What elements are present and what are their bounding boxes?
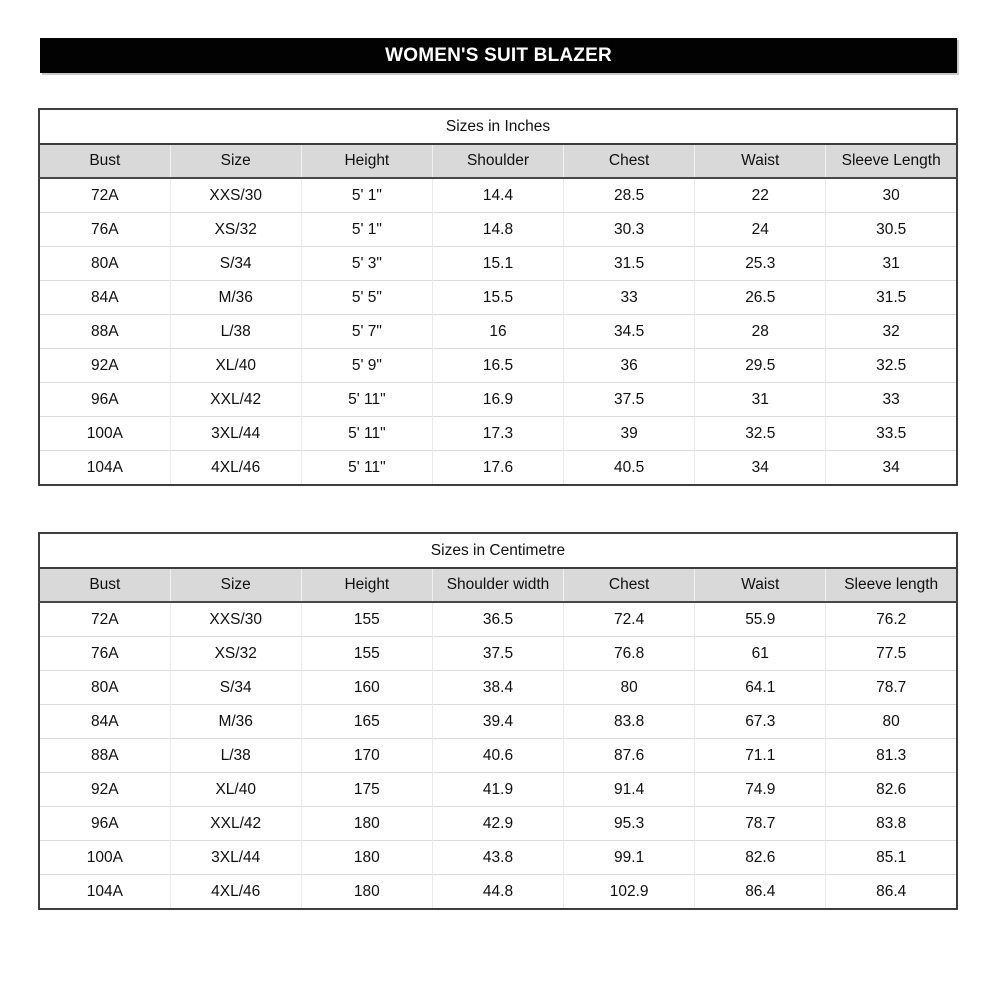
table-cell: 4XL/46 [170, 875, 301, 910]
table-cell: 170 [301, 739, 432, 773]
table-cell: XXL/42 [170, 383, 301, 417]
column-header: Chest [564, 144, 695, 178]
table-row [39, 637, 957, 671]
table-cell: 5' 1" [301, 213, 432, 247]
table-cell: 31 [826, 247, 957, 281]
table-cell: 33 [564, 281, 695, 315]
table-cell: 96A [39, 383, 170, 417]
table-cell: 39 [564, 417, 695, 451]
table-cell: 25.3 [695, 247, 826, 281]
table-cell: 31 [695, 383, 826, 417]
table-cell: 72A [39, 602, 170, 637]
table-cell: 91.4 [564, 773, 695, 807]
table-cell: 5' 11" [301, 383, 432, 417]
table-cell: 175 [301, 773, 432, 807]
table-cell: 3XL/44 [170, 417, 301, 451]
centimetre-size-table [38, 532, 958, 910]
table-row [39, 417, 957, 451]
table-cell: 83.8 [826, 807, 957, 841]
table-cell: 87.6 [564, 739, 695, 773]
table-cell: 72.4 [564, 602, 695, 637]
table-cell: 42.9 [432, 807, 563, 841]
table-row [39, 807, 957, 841]
table-cell: 155 [301, 602, 432, 637]
table-row [39, 705, 957, 739]
table-cell: 80A [39, 671, 170, 705]
column-header: Sleeve Length [826, 144, 957, 178]
table-cell: 104A [39, 875, 170, 910]
table-cell: 160 [301, 671, 432, 705]
table-cell: 32 [826, 315, 957, 349]
table-cell: 5' 1" [301, 178, 432, 213]
column-header: Waist [695, 568, 826, 602]
table-row [39, 315, 957, 349]
table-row [39, 349, 957, 383]
table-row [39, 841, 957, 875]
table-cell: 30 [826, 178, 957, 213]
table-cell: 82.6 [826, 773, 957, 807]
table-cell: 165 [301, 705, 432, 739]
table-cell: 102.9 [564, 875, 695, 910]
table-cell: 155 [301, 637, 432, 671]
table-cell: 31.5 [564, 247, 695, 281]
table-cell: 80 [826, 705, 957, 739]
table-cell: 14.8 [432, 213, 563, 247]
table-cell: 22 [695, 178, 826, 213]
table-cell: 32.5 [826, 349, 957, 383]
table-cell: S/34 [170, 247, 301, 281]
table-cell: 76.8 [564, 637, 695, 671]
column-header: Height [301, 568, 432, 602]
table-cell: 80A [39, 247, 170, 281]
table-row [39, 213, 957, 247]
column-header: Size [170, 144, 301, 178]
column-header: Bust [39, 568, 170, 602]
table-caption: Sizes in Inches [39, 109, 957, 144]
table-cell: 17.6 [432, 451, 563, 486]
table-cell: 37.5 [432, 637, 563, 671]
column-header: Bust [39, 144, 170, 178]
header-row [39, 144, 957, 178]
table-cell: 96A [39, 807, 170, 841]
table-cell: 180 [301, 875, 432, 910]
table-cell: 85.1 [826, 841, 957, 875]
table-row [39, 178, 957, 213]
table-cell: XL/40 [170, 349, 301, 383]
table-row [39, 739, 957, 773]
table-row [39, 671, 957, 705]
table-cell: 5' 5" [301, 281, 432, 315]
table-cell: XXS/30 [170, 602, 301, 637]
table-cell: 78.7 [826, 671, 957, 705]
table-cell: XS/32 [170, 213, 301, 247]
table-cell: 31.5 [826, 281, 957, 315]
table-cell: 34.5 [564, 315, 695, 349]
table-cell: 77.5 [826, 637, 957, 671]
table-cell: 88A [39, 315, 170, 349]
table-cell: 28.5 [564, 178, 695, 213]
table-cell: 72A [39, 178, 170, 213]
table-cell: 76A [39, 213, 170, 247]
table-cell: 83.8 [564, 705, 695, 739]
table-row [39, 773, 957, 807]
table-row [39, 383, 957, 417]
table-cell: 71.1 [695, 739, 826, 773]
page-title: WOMEN'S SUIT BLAZER [385, 44, 612, 66]
table-row [39, 247, 957, 281]
table-cell: M/36 [170, 281, 301, 315]
table-cell: 5' 3" [301, 247, 432, 281]
table-cell: 104A [39, 451, 170, 486]
table-cell: 99.1 [564, 841, 695, 875]
table-cell: XXL/42 [170, 807, 301, 841]
table-cell: 76.2 [826, 602, 957, 637]
table-cell: 40.5 [564, 451, 695, 486]
table-row [39, 602, 957, 637]
table-cell: 78.7 [695, 807, 826, 841]
table-row [39, 281, 957, 315]
table-cell: 15.1 [432, 247, 563, 281]
table-cell: XL/40 [170, 773, 301, 807]
table-cell: S/34 [170, 671, 301, 705]
table-cell: 41.9 [432, 773, 563, 807]
table-cell: 3XL/44 [170, 841, 301, 875]
table-cell: 88A [39, 739, 170, 773]
table-cell: 80 [564, 671, 695, 705]
table-cell: 16 [432, 315, 563, 349]
table-cell: 30.5 [826, 213, 957, 247]
table-cell: 55.9 [695, 602, 826, 637]
table-cell: 64.1 [695, 671, 826, 705]
table-cell: 100A [39, 417, 170, 451]
table-cell: 32.5 [695, 417, 826, 451]
table-cell: 5' 9" [301, 349, 432, 383]
table-caption-row [39, 109, 957, 144]
table-cell: 44.8 [432, 875, 563, 910]
table-row [39, 451, 957, 486]
table-cell: 17.3 [432, 417, 563, 451]
table-cell: 16.5 [432, 349, 563, 383]
table-cell: XXS/30 [170, 178, 301, 213]
table-cell: 92A [39, 773, 170, 807]
table-cell: 15.5 [432, 281, 563, 315]
table-cell: L/38 [170, 739, 301, 773]
table-cell: 61 [695, 637, 826, 671]
table-cell: 28 [695, 315, 826, 349]
table-cell: 16.9 [432, 383, 563, 417]
table-cell: 76A [39, 637, 170, 671]
table-cell: 37.5 [564, 383, 695, 417]
table-cell: 39.4 [432, 705, 563, 739]
table-cell: L/38 [170, 315, 301, 349]
column-header: Waist [695, 144, 826, 178]
table-cell: 5' 11" [301, 417, 432, 451]
table-cell: 5' 11" [301, 451, 432, 486]
table-cell: 180 [301, 807, 432, 841]
column-header: Shoulder [432, 144, 563, 178]
table-cell: 95.3 [564, 807, 695, 841]
table-cell: 74.9 [695, 773, 826, 807]
table-cell: 43.8 [432, 841, 563, 875]
table-caption-row [39, 533, 957, 568]
table-cell: 82.6 [695, 841, 826, 875]
table-cell: 33 [826, 383, 957, 417]
column-header: Sleeve length [826, 568, 957, 602]
table-cell: 67.3 [695, 705, 826, 739]
table-cell: M/36 [170, 705, 301, 739]
table-cell: 36 [564, 349, 695, 383]
table-cell: 14.4 [432, 178, 563, 213]
inches-size-table [38, 108, 958, 486]
column-header: Height [301, 144, 432, 178]
table-cell: 86.4 [826, 875, 957, 910]
table-cell: 4XL/46 [170, 451, 301, 486]
column-header: Size [170, 568, 301, 602]
table-cell: 34 [695, 451, 826, 486]
table-cell: 24 [695, 213, 826, 247]
page-title-banner [40, 38, 957, 73]
table-cell: 180 [301, 841, 432, 875]
table-cell: 86.4 [695, 875, 826, 910]
table-cell: 36.5 [432, 602, 563, 637]
table-cell: XS/32 [170, 637, 301, 671]
table-cell: 84A [39, 705, 170, 739]
table-cell: 30.3 [564, 213, 695, 247]
table-cell: 34 [826, 451, 957, 486]
table-cell: 5' 7" [301, 315, 432, 349]
table-caption: Sizes in Centimetre [39, 533, 957, 568]
table-cell: 26.5 [695, 281, 826, 315]
table-row [39, 875, 957, 910]
header-row [39, 568, 957, 602]
table-cell: 92A [39, 349, 170, 383]
table-cell: 81.3 [826, 739, 957, 773]
table-cell: 29.5 [695, 349, 826, 383]
column-header: Shoulder width [432, 568, 563, 602]
table-cell: 38.4 [432, 671, 563, 705]
table-cell: 84A [39, 281, 170, 315]
column-header: Chest [564, 568, 695, 602]
table-cell: 100A [39, 841, 170, 875]
table-cell: 40.6 [432, 739, 563, 773]
table-cell: 33.5 [826, 417, 957, 451]
